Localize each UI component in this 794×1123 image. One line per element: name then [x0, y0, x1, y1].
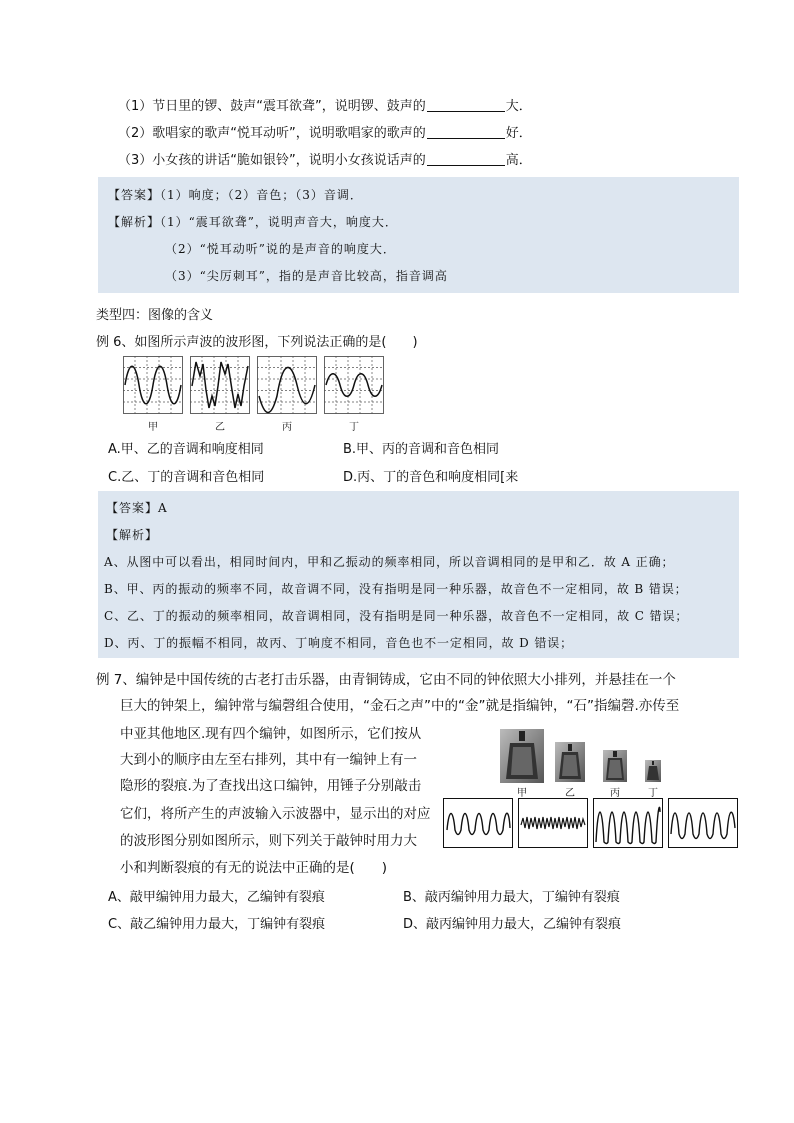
- q5-item-3: [118, 149, 532, 168]
- q7-line-8: 小和判断裂痕的有无的说法中正确的是( ): [120, 860, 388, 876]
- answer-q6: 【答案】A: [106, 501, 168, 515]
- bell-jia-image: [500, 729, 544, 787]
- answer-blank[interactable]: [427, 126, 505, 139]
- analysis-q6-d: D、丙、丁的振幅不相同，故丙、丁响度不相同，音色也不一定相同，故 D 错误；: [104, 636, 574, 650]
- analysis-q6-b: B、甲、丙的振动的频率不同，故音调不同，没有指明是同一种乐器，故音色不一定相同，故 B 错误；: [104, 582, 688, 596]
- analysis-q6-a: A、从图中可以看出，相同时间内，甲和乙振动的频率相同，所以音调相同的是甲和乙．故 A 正确；: [104, 555, 675, 569]
- q5-item-2-text: （2）歌唱家的歌声“悦耳动听”，说明歌唱家的歌声的: [118, 126, 426, 141]
- waveform-yi: [190, 356, 250, 414]
- q6-option-c[interactable]: C.乙、丁的音调和音色相同: [108, 470, 265, 485]
- q5-item-3-text: （3）小女孩的讲话“脆如银铃”，说明小女孩说话声的: [118, 153, 426, 168]
- answer-blank[interactable]: [427, 99, 505, 112]
- waveform-jia: [123, 356, 183, 414]
- section-heading: 类型四：图像的含义: [96, 308, 214, 323]
- q7-line-2: 巨大的钟架上，编钟常与编磬组合使用，“金石之声”中的“金”就是指编钟，“石”指编磬.亦传至: [120, 698, 680, 714]
- q7-line-1: 例 7、编钟是中国传统的古老打击乐器，由青铜铸成，它由不同的钟依照大小排列，并悬挂在一个: [96, 672, 676, 688]
- q6-stem: 例 6、如图所示声波的波形图，下列说法正确的是( ): [96, 335, 418, 350]
- bell-yi-image: [555, 742, 585, 786]
- q7-option-c[interactable]: C、敲乙编钟用力最大，丁编钟有裂痕: [108, 917, 326, 932]
- q5-item-3-suffix: 高．: [505, 153, 532, 168]
- analysis-q6-c: C、乙、丁的振动的频率相同，故音调相同，没有指明是同一种乐器，故音色不一定相同，故 C 错误；: [104, 609, 689, 623]
- q6-option-d[interactable]: D.丙、丁的音色和响度相同[来: [343, 470, 519, 485]
- bell-label-ding: 丁: [648, 788, 658, 799]
- q7-option-a[interactable]: A、敲甲编钟用力最大，乙编钟有裂痕: [108, 890, 325, 905]
- q7-option-d[interactable]: D、敲丙编钟用力最大，乙编钟有裂痕: [403, 917, 622, 932]
- q5-item-1-suffix: 大．: [505, 99, 532, 114]
- q5-item-1: [118, 95, 532, 114]
- bell-label-yi: 乙: [565, 788, 575, 799]
- waveform-ding: [324, 356, 384, 414]
- waveform-label-ding: 丁: [349, 422, 359, 433]
- bell-label-bing: 丙: [610, 788, 620, 799]
- waveform-bing: [257, 356, 317, 414]
- q6-option-a[interactable]: A.甲、乙的音调和响度相同: [108, 442, 264, 457]
- q5-item-2-suffix: 好．: [505, 126, 532, 141]
- oscilloscope-bing: [593, 798, 663, 848]
- answer-blank[interactable]: [427, 153, 505, 166]
- waveform-label-yi: 乙: [215, 422, 225, 433]
- bell-bing-image: [603, 750, 627, 786]
- q6-option-b[interactable]: B.甲、丙的音调和音色相同: [343, 442, 500, 457]
- q5-item-2: [118, 122, 532, 141]
- oscilloscope-yi: [518, 798, 588, 848]
- waveform-label-bing: 丙: [282, 422, 292, 433]
- answer-q5: 【答案】（1）响度；（2）音色；（3）音调．: [108, 188, 363, 202]
- answer-box-q6: [98, 491, 739, 658]
- q7-line-5: 隐形的裂痕.为了查找出这口编钟，用锤子分别敲击: [120, 778, 422, 794]
- q7-line-4: 大到小的顺序由左至右排列，其中有一编钟上有一: [120, 752, 417, 768]
- q5-item-1-text: （1）节日里的锣、鼓声“震耳欲聋”，说明锣、鼓声的: [118, 99, 426, 114]
- oscilloscope-ding: [668, 798, 738, 848]
- q7-line-7: 的波形图分别如图所示，则下列关于敲钟时用力大: [120, 833, 417, 849]
- bell-ding-image: [645, 760, 661, 786]
- oscilloscope-jia: [443, 798, 513, 848]
- q7-line-3: 中亚其他地区.现有四个编钟，如图所示，它们按从: [120, 726, 422, 742]
- analysis-q5-line3: （3）“尖厉刺耳”，指的是声音比较高，指音调高: [165, 269, 448, 283]
- analysis-q6-heading: 【解析】: [106, 528, 159, 542]
- analysis-q5-line1: 【解析】（1）“震耳欲聋”，说明声音大，响度大．: [108, 215, 398, 229]
- analysis-q5-line2: （2）“悦耳动听”说的是声音的响度大．: [165, 242, 396, 256]
- waveform-label-jia: 甲: [148, 422, 158, 433]
- q7-line-6: 它们，将所产生的声波输入示波器中，显示出的对应: [120, 806, 431, 822]
- bell-label-jia: 甲: [517, 788, 527, 799]
- q7-option-b[interactable]: B、敲丙编钟用力最大，丁编钟有裂痕: [403, 890, 620, 905]
